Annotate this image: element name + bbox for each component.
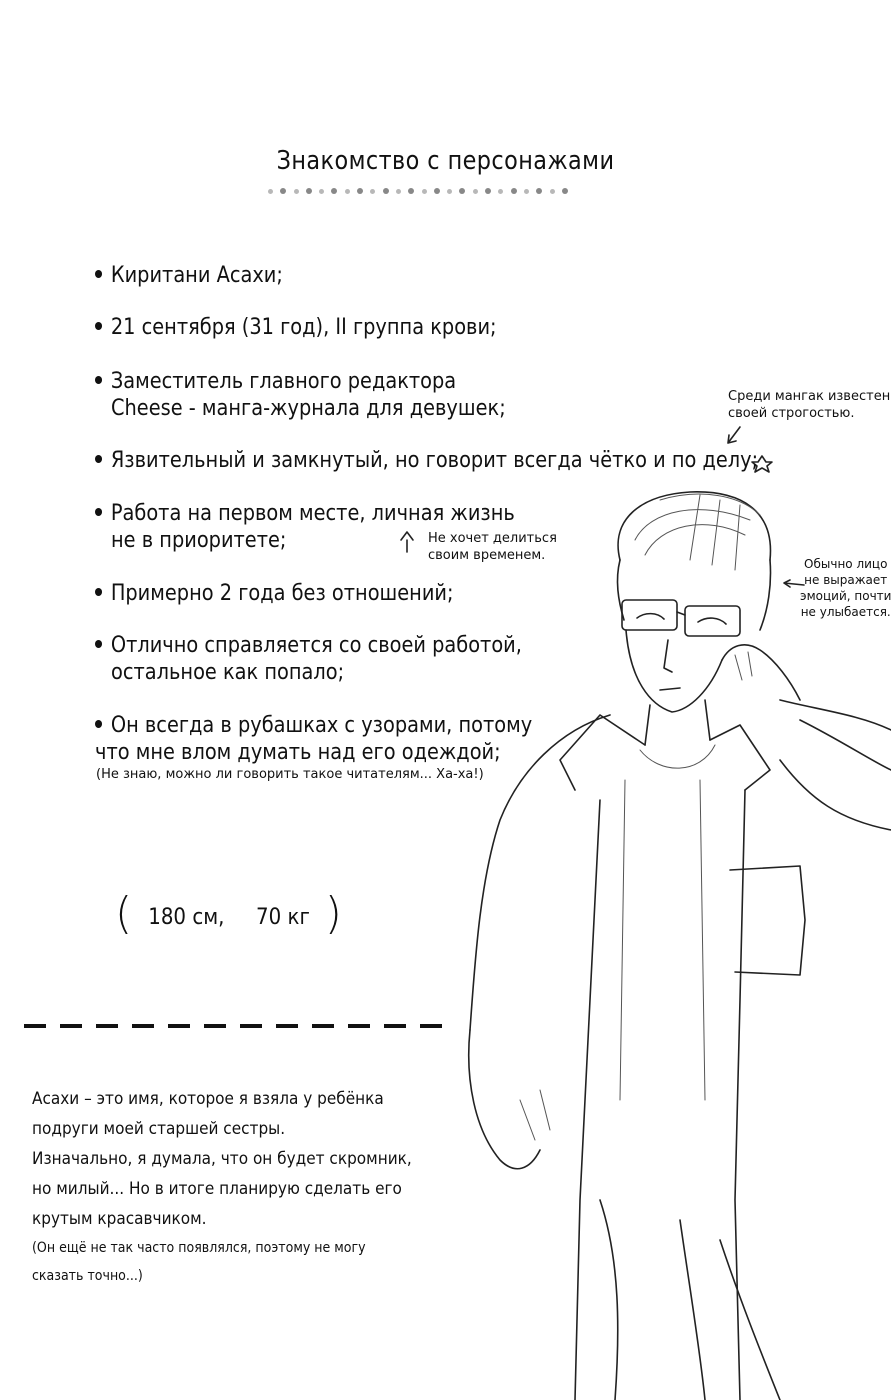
bullet-icon: [95, 720, 102, 728]
close-paren-icon: ): [324, 888, 342, 939]
height-value: 180 см,: [148, 904, 225, 930]
open-paren-icon: (: [115, 888, 133, 939]
bio-item-work-priority-line2: не в приоритете;: [111, 528, 287, 553]
glasses-left-lens: [622, 600, 677, 630]
dashed-divider: [24, 1024, 449, 1028]
bio-item-personality: Язвительный и замкнутый, но говорит всегда чётко и по делу;: [95, 447, 758, 474]
bio-item-shirts: Он всегда в рубашках с узорами, потому: [95, 712, 532, 739]
bio-item-relationships: Примерно 2 года без отношений;: [95, 580, 454, 607]
bio-item-job-line2: Cheese - манга-журнала для девушек;: [111, 396, 506, 421]
title-dot-divider: [268, 186, 568, 196]
shirt-collar-left: [560, 715, 645, 790]
bullet-icon: [95, 588, 102, 596]
shirt-collar-right: [710, 725, 770, 790]
bullet-icon: [95, 270, 102, 278]
bullet-icon: [95, 640, 102, 648]
bio-item-work-priority: Работа на первом месте, личная жизнь: [95, 500, 515, 527]
bio-item-skills: Отлично справляется со своей работой,: [95, 632, 522, 659]
hair-outline: [618, 492, 770, 560]
side-note-face: Обычно лицо не выражает эмоций, почти не улыбается.: [800, 557, 891, 619]
bio-item-shirts-line2: что мне влом думать над его одеждой;: [95, 740, 501, 765]
page-title: Знакомство с персонажами: [276, 146, 615, 176]
bio-item-skills-line2: остальное как попало;: [111, 660, 345, 685]
height-weight-stats: [115, 888, 342, 943]
side-note-strict: Среди мангак известен своей строгостью.: [728, 389, 891, 421]
glasses-right-lens: [685, 606, 740, 636]
bio-item-shirts-note: (Не знаю, можно ли говорить такое читателям... Ха-ха!): [96, 767, 484, 782]
bullet-icon: [95, 376, 102, 384]
weight-value: 70 кг: [255, 904, 310, 930]
author-story: Асахи – это имя, которое я взяла у ребёнка подруги моей старшей сестры. Изначально, я думала, что он будет скромник, но милый... Но в итоге планирую сделать его крутым красавчиком. (Он ещё не так часто появлялся, поэтому не могу сказать точно...): [32, 1089, 412, 1284]
bullet-icon: [95, 508, 102, 516]
side-note-time: Не хочет делиться своим временем.: [428, 531, 557, 563]
bio-item-name: Киритани Асахи;: [95, 262, 283, 289]
bullet-icon: [95, 455, 102, 463]
bio-item-birthday: 21 сентября (31 год), II группа крови;: [95, 314, 497, 341]
bullet-icon: [95, 322, 102, 330]
bio-item-job: Заместитель главного редактора: [95, 368, 456, 395]
